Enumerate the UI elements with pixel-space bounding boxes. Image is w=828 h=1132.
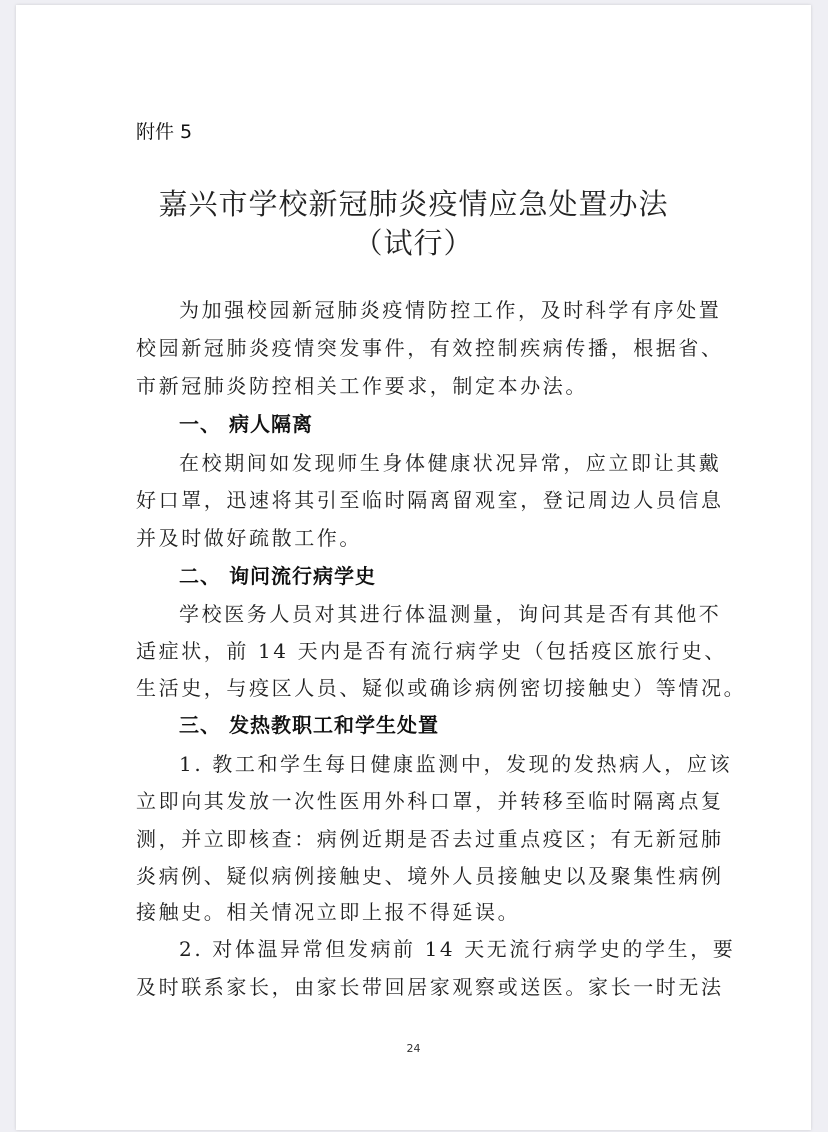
paragraph-line: 立即向其发放一次性医用外科口罩，并转移至临时隔离点复: [136, 789, 724, 813]
attachment-label: 附件 5: [136, 121, 193, 143]
paragraph-line: 适症状，前 14 天内是否有流行病学史（包括疫区旅行史、: [136, 639, 727, 663]
document-title: 嘉兴市学校新冠肺炎疫情应急处置办法: [158, 187, 669, 221]
intro-line: 市新冠肺炎防控相关工作要求，制定本办法。: [136, 374, 588, 398]
paragraph-line: 好口罩，迅速将其引至临时隔离留观室，登记周边人员信息: [136, 488, 724, 512]
paragraph-line: 并及时做好疏散工作。: [136, 526, 362, 550]
paragraph-line: 及时联系家长，由家长带回居家观察或送医。家长一时无法: [136, 975, 724, 999]
section-heading: 一、 病人隔离: [179, 412, 313, 436]
document-page: [16, 5, 811, 1130]
paragraph-line: 2. 对体温异常但发病前 14 天无流行病学史的学生，要: [179, 937, 736, 961]
paragraph-line: 1. 教工和学生每日健康监测中，发现的发热病人，应该: [179, 752, 733, 776]
paragraph-line: 接触史。相关情况立即上报不得延误。: [136, 900, 521, 924]
document-subtitle: （试行）: [353, 226, 474, 260]
paragraph-line: 测，并立即核查：病例近期是否去过重点疫区；有无新冠肺: [136, 827, 724, 851]
intro-line: 校园新冠肺炎疫情突发事件，有效控制疾病传播，根据省、: [136, 336, 724, 360]
page-number: 24: [406, 1042, 421, 1055]
paragraph-line: 学校医务人员对其进行体温测量，询问其是否有其他不: [179, 602, 722, 626]
section-heading: 二、 询问流行病学史: [179, 564, 376, 588]
paragraph-line: 生活史，与疫区人员、疑似或确诊病例密切接触史）等情况。: [136, 676, 747, 700]
intro-line: 为加强校园新冠肺炎疫情防控工作，及时科学有序处置: [179, 298, 722, 322]
section-heading: 三、 发热教职工和学生处置: [179, 713, 439, 737]
paragraph-line: 炎病例、疑似病例接触史、境外人员接触史以及聚集性病例: [136, 864, 724, 888]
paragraph-line: 在校期间如发现师生身体健康状况异常，应立即让其戴: [179, 451, 722, 475]
